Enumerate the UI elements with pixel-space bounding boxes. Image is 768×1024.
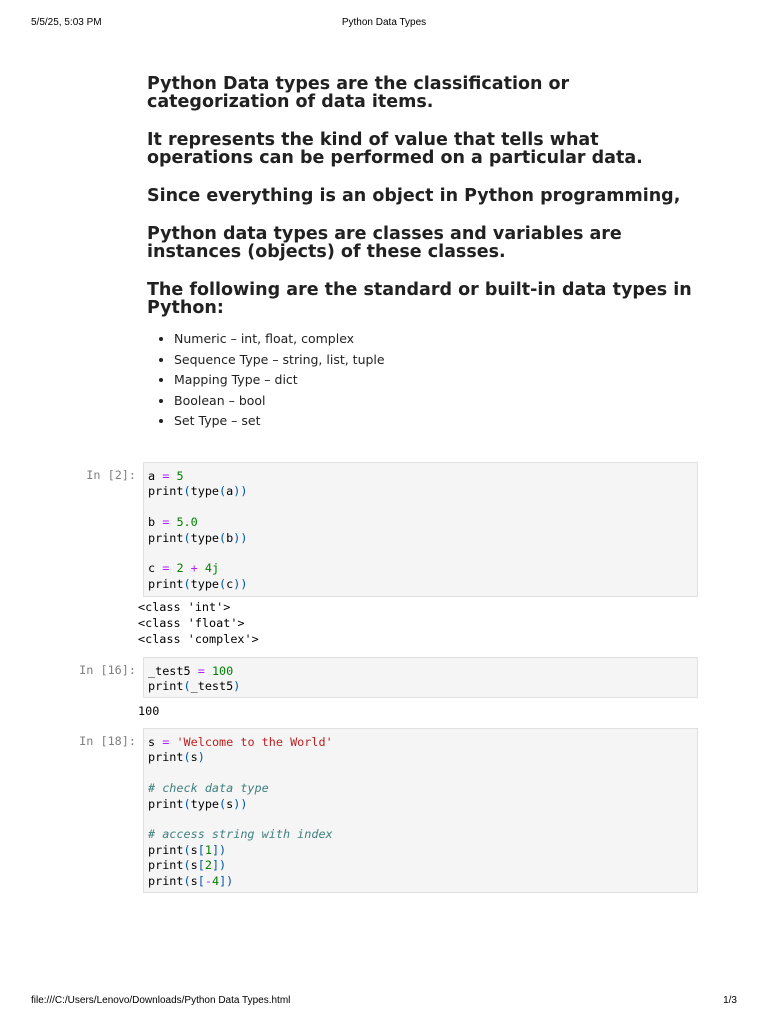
code-token: s (190, 750, 198, 765)
code-token: c (226, 576, 234, 591)
code-token: a (226, 484, 234, 499)
code-line (148, 781, 693, 796)
code-token: - (204, 873, 212, 888)
code-token: = (162, 735, 170, 749)
code-token: ]) (219, 873, 234, 888)
code-token: print (148, 858, 184, 873)
code-token: 100 (211, 664, 234, 678)
code-token: s (190, 873, 198, 888)
code-token: print (148, 750, 184, 765)
list-item: • Numeric – int, float, complex (174, 329, 692, 350)
cell-prompt: In [18]: (79, 734, 136, 748)
list-item: • Mapping Type – dict (174, 370, 692, 391)
code-line (148, 797, 693, 812)
code-token (198, 561, 205, 575)
code-token: print (148, 796, 184, 811)
cell-prompt: In [2]: (86, 468, 136, 482)
code-token: )) (233, 576, 248, 591)
print-title: Python Data Types (341, 17, 427, 28)
code-line (148, 577, 693, 592)
code-token: )) (233, 484, 248, 499)
list-item: • Sequence Type – string, list, tuple (174, 350, 692, 371)
code-token: [ (197, 873, 205, 888)
data-types-list (147, 329, 692, 432)
code-token: ( (183, 679, 191, 694)
code-token: + (190, 561, 198, 576)
code-token: type (190, 530, 220, 545)
code-line (148, 664, 693, 679)
code-token: s (190, 858, 198, 873)
code-token: 2 (176, 561, 184, 576)
code-token: # access string with index (148, 827, 333, 842)
code-token: print (148, 576, 184, 591)
code-token: _test5 (190, 679, 234, 694)
code-line (148, 546, 693, 561)
code-line (148, 858, 693, 873)
cell-output: 100 (138, 704, 160, 718)
code-token: = (162, 469, 170, 483)
code-token: b (226, 530, 234, 545)
code-token: 1 (204, 842, 212, 857)
code-line (148, 515, 693, 530)
markdown-heading: Python Data types are the classification or categorization of data items. (147, 74, 570, 112)
code-token: ( (219, 530, 227, 545)
code-token: [ (197, 858, 205, 873)
code-line (148, 469, 693, 484)
code-token: = (197, 664, 205, 678)
markdown-cell (147, 75, 692, 432)
code-token: ( (183, 858, 191, 873)
code-line (148, 827, 693, 842)
code-line (148, 561, 693, 576)
code-line (148, 843, 693, 858)
code-token: [ (197, 842, 205, 857)
code-token: ( (183, 873, 191, 888)
code-token: )) (233, 796, 248, 811)
code-token: ( (219, 484, 227, 499)
code-line (148, 750, 693, 765)
code-token: 5.0 (176, 515, 198, 530)
code-token: ( (183, 842, 191, 857)
print-datetime: 5/5/25, 5:03 PM (31, 17, 102, 28)
code-line (148, 874, 693, 889)
markdown-heading: It represents the kind of value that tells what operations can be performed on a particular data. (147, 130, 643, 168)
code-token: print (148, 530, 184, 545)
list-item: • Boolean – bool (174, 391, 692, 412)
code-token: ) (233, 679, 241, 694)
code-line (148, 735, 693, 750)
code-token: s (226, 796, 234, 811)
markdown-heading: Python data types are classes and variables are instances (objects) of these classes. (147, 224, 622, 262)
code-editor[interactable] (143, 657, 698, 698)
code-token: ( (219, 796, 227, 811)
markdown-heading: The following are the standard or built-in data types in Python: (147, 280, 692, 318)
code-token: ( (183, 530, 191, 545)
code-token: type (190, 796, 220, 811)
print-footer (0, 995, 768, 1011)
code-token: print (148, 484, 184, 499)
code-token: b (148, 515, 163, 530)
code-editor[interactable] (143, 728, 698, 893)
cell-prompt: In [16]: (79, 663, 136, 677)
code-token: # check data type (148, 781, 269, 796)
print-header (0, 17, 768, 33)
code-token: ( (183, 484, 191, 499)
code-token: print (148, 873, 184, 888)
code-token: ( (183, 796, 191, 811)
cell-output: <class 'int'> <class 'float'> <class 'complex'> (138, 600, 259, 646)
code-token: a (148, 469, 163, 483)
code-token: 5 (176, 469, 184, 483)
code-line (148, 484, 693, 499)
code-token: ( (183, 750, 191, 765)
code-token: )) (233, 530, 248, 545)
print-url: file:///C:/Users/Lenovo/Downloads/Python Data Types.html (31, 995, 291, 1006)
code-token: = (162, 561, 170, 576)
code-token: ) (197, 750, 205, 765)
code-token: ( (183, 576, 191, 591)
list-item: • Set Type – set (174, 411, 692, 432)
code-token: s (148, 735, 163, 749)
code-token: type (190, 484, 220, 499)
code-token (184, 561, 191, 575)
code-line (148, 500, 693, 515)
code-line (148, 766, 693, 781)
code-token: 4 (211, 873, 220, 888)
code-token: c (148, 561, 163, 576)
code-token: 'Welcome to the World' (176, 735, 333, 749)
code-token: 4j (204, 561, 220, 576)
code-token: _test5 (148, 664, 198, 678)
code-line (148, 812, 693, 827)
page-number: 1/3 (723, 995, 737, 1006)
code-line (148, 531, 693, 546)
code-token: s (190, 842, 198, 857)
code-token: ]) (211, 858, 227, 873)
code-token: print (148, 842, 184, 857)
code-editor[interactable] (143, 462, 698, 597)
code-token: ( (219, 576, 227, 591)
code-token: 2 (204, 858, 212, 873)
markdown-heading: Since everything is an object in Python programming, (147, 186, 681, 206)
code-token (205, 664, 212, 678)
code-token: type (190, 576, 220, 591)
code-token: print (148, 679, 184, 694)
code-line (148, 679, 693, 694)
code-token: ]) (211, 842, 227, 857)
code-token: = (162, 515, 170, 530)
